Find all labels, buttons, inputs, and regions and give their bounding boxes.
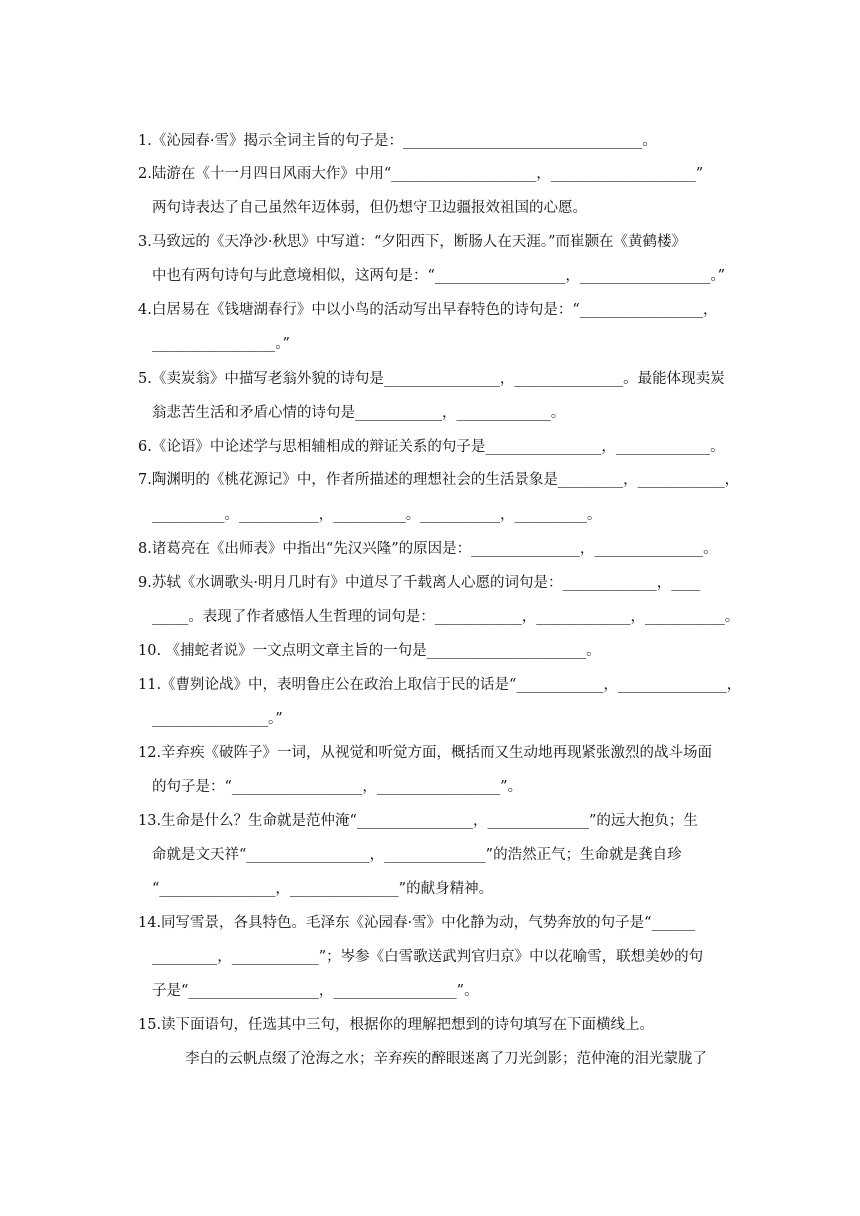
question-13-line-3: “________________，_______________”的献身精神。 (152, 881, 494, 897)
question-11-line-2: ________________。” (152, 711, 283, 727)
question-10-line: 10. 《捕蛇者说》一文点明文章主旨的一句是______________________。 (138, 643, 601, 659)
question-6-line: 6.《论语》中论述学与思相辅相成的辩证关系的句子是________________，_____________。 (138, 439, 725, 455)
question-13-line-2: 命就是文天祥“_________________，______________”的浩然正气；生命就是龚自珍 (152, 847, 682, 863)
question-2-line-1: 2.陆游在《十一月四日风雨大作》中用“____________________，____________________” (138, 166, 704, 182)
question-9-line-2: _____。表现了作者感悟人生哲理的词句是：____________，_____________，___________。 (152, 609, 740, 625)
question-5-line-1: 5.《卖炭翁》中描写老翁外貌的诗句是________________，_______________。最能体现卖炭 (138, 371, 725, 387)
question-3-line-1: 3.马致远的《天净沙·秋思》中写道：“夕阳西下，断肠人在天涯。”而崔颢在《黄鹤楼》 (138, 234, 687, 250)
question-15-passage-line: 李白的云帆点缀了沧海之水；辛弃疾的醉眼迷离了刀光剑影；范仲淹的泪光蒙胧了 (185, 1051, 707, 1067)
question-3-line-2: 中也有两句诗句与此意境相似，这两句是：“__________________，__________________。” (152, 268, 726, 284)
question-1-line: 1.《沁园春·雪》揭示全词主旨的句子是：_________________________________。 (138, 133, 657, 149)
question-14-line-1: 14.同写雪景，各具特色。毛泽东《沁园春·雪》中化静为动，气势奔放的句子是“______ (138, 915, 696, 931)
question-7-line-1: 7.陶渊明的《桃花源记》中，作者所描述的理想社会的生活景象是_________，____________， (138, 472, 740, 488)
question-8-line: 8.诸葛亮在《出师表》中指出“先汉兴隆”的原因是：_______________，_______________。 (138, 541, 718, 557)
question-14-line-3: 子是“__________________，_________________”。 (152, 983, 479, 999)
question-12-line-2: 的句子是：“__________________，_________________”。 (152, 779, 523, 795)
question-4-line-2: _________________。” (152, 336, 290, 352)
question-5-line-2: 翁悲苦生活和矛盾心情的诗句是____________，_____________。 (152, 405, 566, 421)
question-11-line-1: 11.《曹刿论战》中，表明鲁庄公在政治上取信于民的话是“____________，_______________， (138, 677, 742, 693)
question-4-line-1: 4.白居易在《钱塘湖春行》中以小鸟的活动写出早春特色的诗句是：“_________________， (138, 302, 718, 318)
question-14-line-2: _________，____________”；岑参《白雪歌送武判官归京》中以花喻雪，联想美妙的句 (152, 949, 704, 965)
question-12-line-1: 12.辛弃疾《破阵子》一词，从视觉和听觉方面，概括而又生动地再现紧张激烈的战斗场面 (138, 745, 713, 761)
question-15-line-1: 15.读下面语句，任选其中三句，根据你的理解把想到的诗句填写在下面横线上。 (138, 1017, 655, 1033)
question-2-line-2: 两句诗表达了自己虽然年迈体弱，但仍想守卫边疆报效祖国的心愿。 (152, 200, 587, 216)
question-7-line-2: __________。___________，__________。___________，__________。 (152, 507, 602, 523)
question-13-line-1: 13.生命是什么？生命就是范仲淹“________________，______________”的远大抱负；生 (138, 813, 698, 829)
question-9-line-1: 9.苏轼《水调歌头·明月几时有》中道尽了千载离人心愿的词句是：_____________，____ (138, 575, 701, 591)
